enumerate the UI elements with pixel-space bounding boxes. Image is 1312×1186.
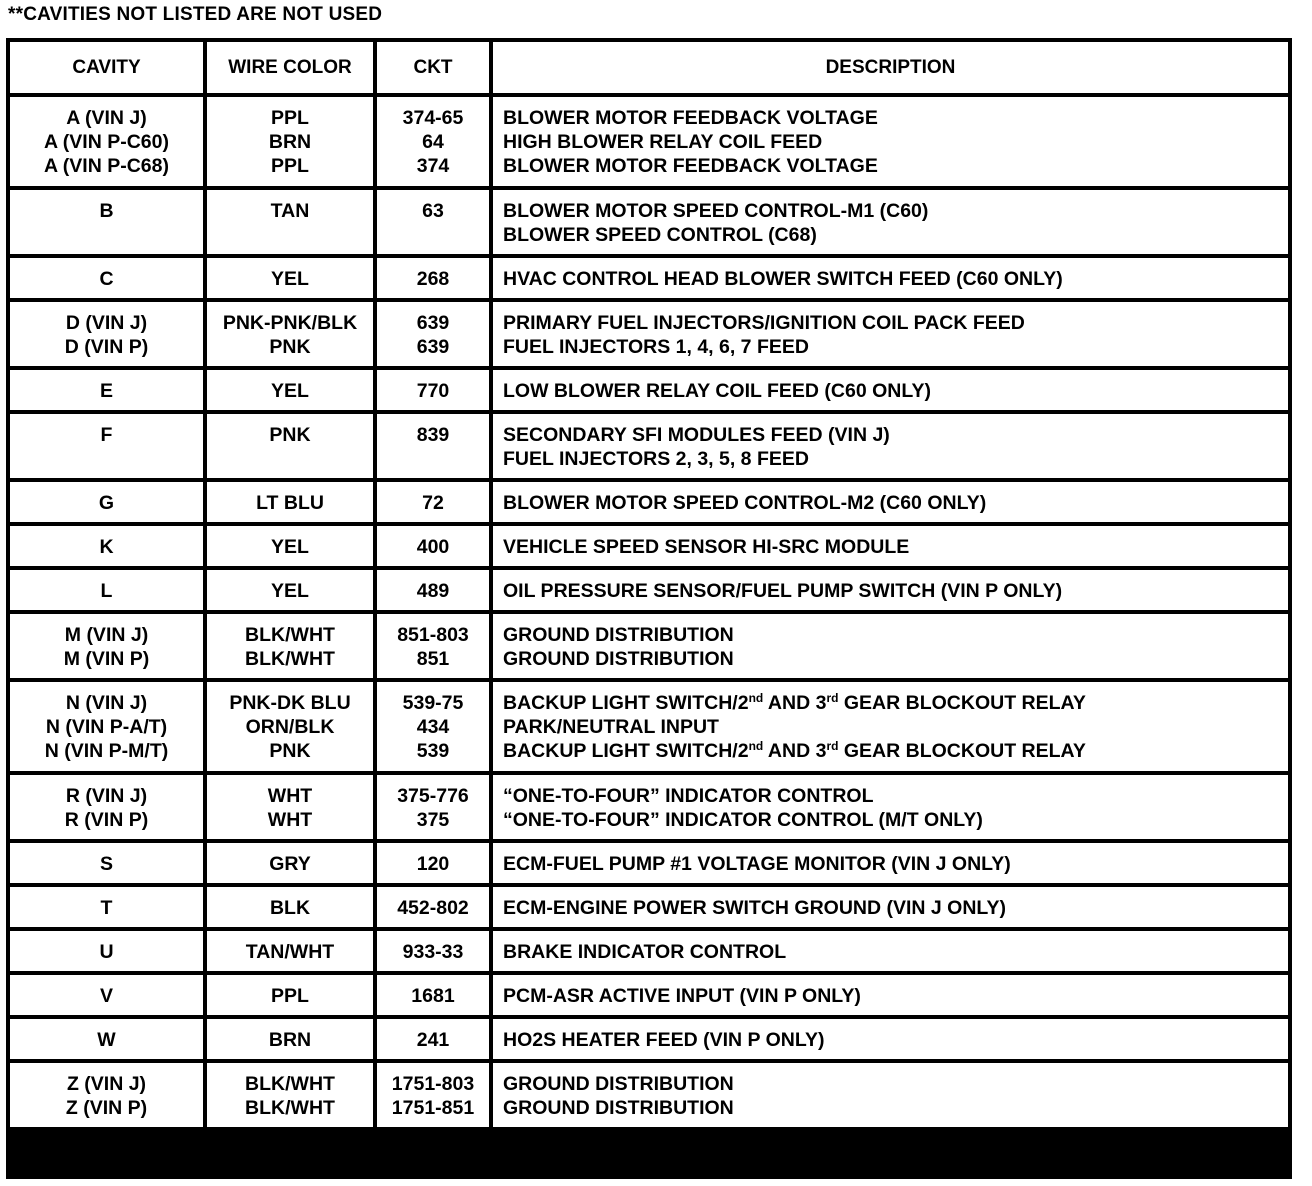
cell-line: HIGH BLOWER RELAY COIL FEED — [503, 131, 823, 153]
cell-line: R (VIN P) — [64, 809, 149, 831]
description-cell — [493, 526, 1288, 566]
table-row — [10, 1063, 1288, 1127]
cell-line: R (VIN J) — [65, 785, 148, 807]
ckt-cell — [377, 614, 489, 678]
description-cell — [493, 1019, 1288, 1059]
cavity-cell — [10, 775, 203, 839]
table-row — [10, 775, 1288, 839]
cell-line: BLOWER MOTOR FEEDBACK VOLTAGE — [503, 107, 878, 129]
cell-line: 1751-803 — [391, 1073, 475, 1095]
cell-line: PNK-DK BLU — [229, 692, 351, 714]
wire-color-cell — [207, 887, 373, 927]
table-row — [10, 414, 1288, 478]
ckt-cell — [377, 97, 489, 186]
ckt-cell — [377, 843, 489, 883]
cell-line: YEL — [271, 268, 309, 290]
cell-line: GROUND DISTRIBUTION — [503, 624, 734, 646]
cavity-cell — [10, 570, 203, 610]
cell-line: PNK — [269, 336, 311, 358]
cell-line: BLK — [269, 897, 311, 919]
cavity-cell — [10, 614, 203, 678]
description-cell — [493, 1063, 1288, 1127]
cell-line: PPL — [271, 107, 309, 129]
cell-line: PARK/NEUTRAL INPUT — [503, 716, 719, 738]
header-ckt: CKT — [377, 42, 489, 93]
cell-line: BACKUP LIGHT SWITCH/2nd AND 3rd GEAR BLOCKOUT RELAY — [503, 739, 1086, 762]
cell-line: BLOWER MOTOR SPEED CONTROL-M1 (C60) — [503, 200, 929, 222]
header-cavity: CAVITY — [10, 42, 203, 93]
cell-line: Z (VIN J) — [66, 1073, 147, 1095]
description-cell — [493, 887, 1288, 927]
description-cell — [493, 775, 1288, 839]
cell-line: BRAKE INDICATOR CONTROL — [503, 941, 787, 963]
cell-line: “ONE-TO-FOUR” INDICATOR CONTROL — [503, 785, 874, 807]
cell-line: ORN/BLK — [245, 716, 335, 738]
table-row — [10, 526, 1288, 566]
cavity-cell — [10, 482, 203, 522]
cell-line: HVAC CONTROL HEAD BLOWER SWITCH FEED (C60 ONLY) — [503, 268, 1063, 290]
cell-line: N (VIN J) — [65, 692, 148, 714]
ckt-cell — [377, 190, 489, 254]
description-cell — [493, 190, 1288, 254]
cell-line: M (VIN J) — [64, 624, 149, 646]
cell-line: BLK/WHT — [245, 1097, 335, 1119]
cell-line: VEHICLE SPEED SENSOR HI-SRC MODULE — [503, 536, 910, 558]
table-row — [10, 570, 1288, 610]
ckt-cell — [377, 887, 489, 927]
cavity-cell — [10, 975, 203, 1015]
wire-color-cell — [207, 570, 373, 610]
cell-line: 400 — [416, 536, 450, 558]
ckt-cell — [377, 682, 489, 771]
cell-line: 1681 — [411, 985, 455, 1007]
table-row — [10, 843, 1288, 883]
cell-line: BRN — [268, 1029, 312, 1051]
connector-table — [6, 38, 1292, 1179]
cell-line: FUEL INJECTORS 1, 4, 6, 7 FEED — [503, 336, 809, 358]
wire-color-cell — [207, 526, 373, 566]
table-header — [10, 42, 1288, 93]
table-row — [10, 302, 1288, 366]
table-row — [10, 975, 1288, 1015]
ckt-cell — [377, 1019, 489, 1059]
cell-line: 489 — [416, 580, 450, 602]
cell-line: V — [99, 985, 113, 1007]
cell-line: HO2S HEATER FEED (VIN P ONLY) — [503, 1029, 825, 1051]
ckt-cell — [377, 570, 489, 610]
cell-line: M (VIN P) — [63, 648, 150, 670]
cell-line: LT BLU — [256, 492, 324, 514]
cell-line: PCM-ASR ACTIVE INPUT (VIN P ONLY) — [503, 985, 861, 1007]
cell-line: BLK/WHT — [245, 648, 335, 670]
cavity-cell — [10, 302, 203, 366]
cell-line: F — [100, 424, 113, 446]
description-cell — [493, 258, 1288, 298]
description-cell — [493, 931, 1288, 971]
wire-color-cell — [207, 258, 373, 298]
cell-line: 375 — [416, 809, 450, 831]
description-cell — [493, 843, 1288, 883]
cell-line: T — [100, 897, 113, 919]
cell-line: WHT — [267, 785, 313, 807]
cell-line: 839 — [416, 424, 450, 446]
cavity-cell — [10, 931, 203, 971]
cell-line: U — [99, 941, 114, 963]
ckt-cell — [377, 526, 489, 566]
ckt-cell — [377, 302, 489, 366]
wire-color-cell — [207, 843, 373, 883]
description-cell — [493, 570, 1288, 610]
cell-line: BLOWER MOTOR FEEDBACK VOLTAGE — [503, 155, 878, 177]
cavity-cell — [10, 887, 203, 927]
cell-line: SECONDARY SFI MODULES FEED (VIN J) — [503, 424, 890, 446]
ckt-cell — [377, 258, 489, 298]
cavity-cell — [10, 1063, 203, 1127]
cavity-cell — [10, 682, 203, 771]
header-wire-color: WIRE COLOR — [207, 42, 373, 93]
wire-color-cell — [207, 775, 373, 839]
cell-line: G — [98, 492, 115, 514]
wire-color-cell — [207, 97, 373, 186]
cell-line: TAN/WHT — [245, 941, 335, 963]
cell-line: A (VIN P-C60) — [44, 131, 169, 153]
cell-line: GROUND DISTRIBUTION — [503, 1073, 734, 1095]
ckt-cell — [377, 370, 489, 410]
cell-line: N (VIN P-M/T) — [44, 740, 169, 762]
cell-line: Z (VIN P) — [65, 1097, 148, 1119]
wire-color-cell — [207, 414, 373, 478]
table-note: **CAVITIES NOT LISTED ARE NOT USED — [8, 4, 383, 25]
cell-line: 120 — [416, 853, 450, 875]
description-cell — [493, 614, 1288, 678]
ckt-cell — [377, 931, 489, 971]
cavity-cell — [10, 414, 203, 478]
cell-line: BLK/WHT — [245, 1073, 335, 1095]
cell-line: N (VIN P-A/T) — [45, 716, 168, 738]
description-cell — [493, 97, 1288, 186]
cell-line: 64 — [422, 131, 444, 153]
cell-line: W — [97, 1029, 116, 1051]
cell-line: D (VIN J) — [65, 312, 148, 334]
wire-color-cell — [207, 931, 373, 971]
header-description: DESCRIPTION — [493, 42, 1288, 93]
cell-line: PNK — [269, 424, 311, 446]
description-cell — [493, 370, 1288, 410]
table-row — [10, 887, 1288, 927]
cell-line: YEL — [271, 536, 309, 558]
cell-line: 374 — [416, 155, 450, 177]
ckt-cell — [377, 414, 489, 478]
cell-line: WHT — [267, 809, 313, 831]
cavity-cell — [10, 526, 203, 566]
description-cell — [493, 302, 1288, 366]
cell-line: 241 — [416, 1029, 450, 1051]
cell-line: L — [100, 580, 113, 602]
cell-line: ECM-FUEL PUMP #1 VOLTAGE MONITOR (VIN J ONLY) — [503, 853, 1011, 875]
cell-line: TAN — [270, 200, 310, 222]
wire-color-cell — [207, 482, 373, 522]
cell-line: YEL — [271, 580, 309, 602]
cell-line: BACKUP LIGHT SWITCH/2nd AND 3rd GEAR BLOCKOUT RELAY — [503, 691, 1086, 714]
cell-line: 639 — [416, 336, 450, 358]
cell-line: C — [99, 268, 114, 290]
description-cell — [493, 414, 1288, 478]
cell-line: PRIMARY FUEL INJECTORS/IGNITION COIL PACK FEED — [503, 312, 1025, 334]
wire-color-cell — [207, 302, 373, 366]
cell-line: A (VIN P-C68) — [44, 155, 169, 177]
cell-line: 851-803 — [397, 624, 469, 646]
cell-line: BLOWER MOTOR SPEED CONTROL-M2 (C60 ONLY) — [503, 492, 987, 514]
cell-line: BRN — [268, 131, 312, 153]
cell-line: S — [99, 853, 113, 875]
cell-line: FUEL INJECTORS 2, 3, 5, 8 FEED — [503, 448, 809, 470]
cell-line: K — [99, 536, 114, 558]
cell-line: 851 — [416, 648, 450, 670]
table-row — [10, 931, 1288, 971]
table-row — [10, 1019, 1288, 1059]
cell-line: D (VIN P) — [64, 336, 149, 358]
cavity-cell — [10, 1019, 203, 1059]
ckt-cell — [377, 482, 489, 522]
wire-color-cell — [207, 682, 373, 771]
table-row — [10, 190, 1288, 254]
ckt-cell — [377, 975, 489, 1015]
ckt-cell — [377, 775, 489, 839]
table-row — [10, 614, 1288, 678]
table-row — [10, 482, 1288, 522]
ckt-cell — [377, 1063, 489, 1127]
cell-line: PNK-PNK/BLK — [222, 312, 358, 334]
cell-line: BLOWER SPEED CONTROL (C68) — [503, 224, 817, 246]
cell-line: PPL — [271, 155, 309, 177]
description-cell — [493, 682, 1288, 771]
cell-line: “ONE-TO-FOUR” INDICATOR CONTROL (M/T ONLY) — [503, 809, 983, 831]
cell-line: A (VIN J) — [66, 107, 147, 129]
cavity-cell — [10, 370, 203, 410]
cell-line: 268 — [416, 268, 450, 290]
table-row — [10, 97, 1288, 186]
cell-line: 933-33 — [402, 941, 464, 963]
cell-line: GROUND DISTRIBUTION — [503, 648, 734, 670]
cell-line: OIL PRESSURE SENSOR/FUEL PUMP SWITCH (VIN P ONLY) — [503, 580, 1063, 602]
cell-line: 770 — [416, 380, 450, 402]
cell-line: 539-75 — [402, 692, 464, 714]
cell-line: 72 — [422, 492, 444, 514]
cavity-cell — [10, 190, 203, 254]
cell-line: E — [99, 380, 113, 402]
cell-line: 375-776 — [397, 785, 469, 807]
cell-line: ECM-ENGINE POWER SWITCH GROUND (VIN J ONLY) — [503, 897, 1007, 919]
description-cell — [493, 482, 1288, 522]
wire-color-cell — [207, 614, 373, 678]
cell-line: YEL — [271, 380, 309, 402]
cell-line: B — [99, 200, 114, 222]
wire-color-cell — [207, 370, 373, 410]
cavity-cell — [10, 258, 203, 298]
wire-color-cell — [207, 975, 373, 1015]
wire-color-cell — [207, 190, 373, 254]
wire-color-cell — [207, 1063, 373, 1127]
cell-line: PNK — [269, 740, 311, 762]
cavity-cell — [10, 97, 203, 186]
cell-line: GRY — [269, 853, 311, 875]
cell-line: PPL — [271, 985, 309, 1007]
cell-line: 63 — [422, 200, 444, 222]
table-row — [10, 370, 1288, 410]
cell-line: 539 — [416, 740, 450, 762]
cell-line: 1751-851 — [391, 1097, 475, 1119]
description-cell — [493, 975, 1288, 1015]
cell-line: 434 — [416, 716, 450, 738]
cell-line: 639 — [416, 312, 450, 334]
cell-line: 374-65 — [402, 107, 464, 129]
table-row — [10, 258, 1288, 298]
cell-line: 452-802 — [397, 897, 469, 919]
cell-line: BLK/WHT — [245, 624, 335, 646]
cell-line: LOW BLOWER RELAY COIL FEED (C60 ONLY) — [503, 380, 931, 402]
table-row — [10, 682, 1288, 771]
wire-color-cell — [207, 1019, 373, 1059]
cell-line: GROUND DISTRIBUTION — [503, 1097, 734, 1119]
cavity-cell — [10, 843, 203, 883]
